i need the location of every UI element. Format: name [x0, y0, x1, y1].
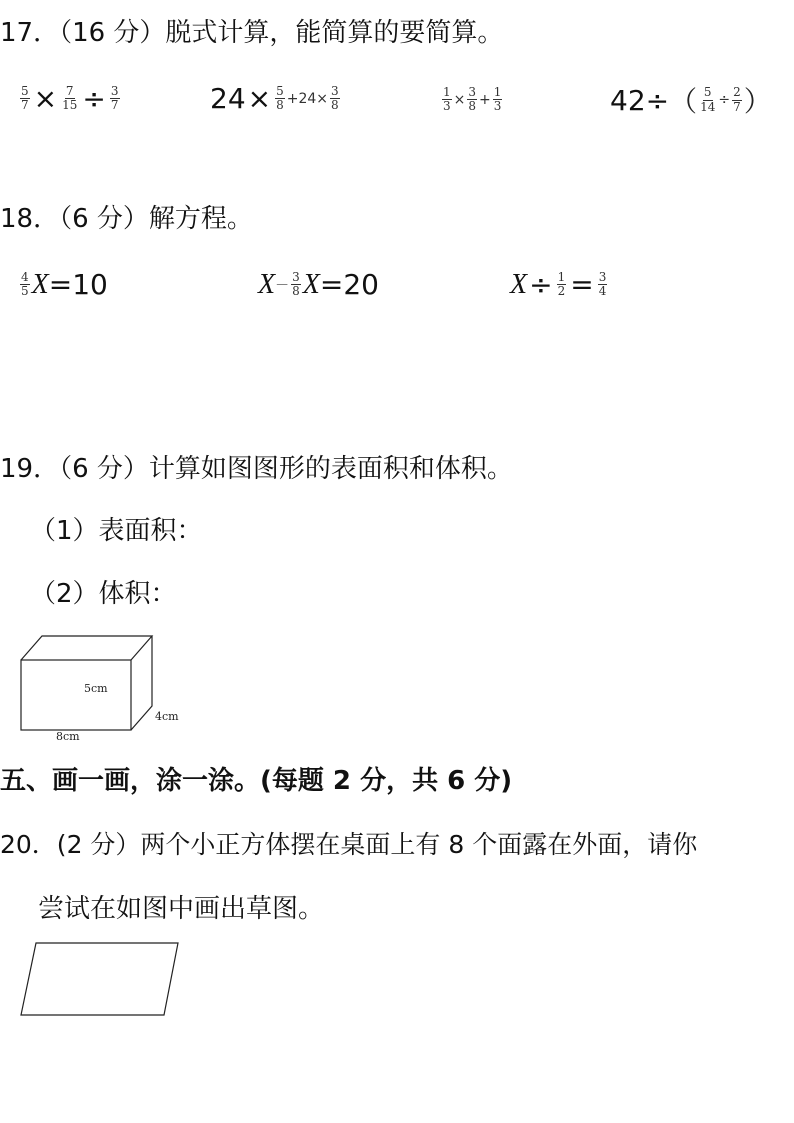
- variable-x: X: [510, 268, 528, 300]
- fraction: $\frac{7}{15}$: [62, 83, 78, 112]
- depth-label: 4cm: [155, 710, 179, 723]
- minus-sign: －: [275, 277, 290, 294]
- q18-equation-2: [258, 268, 379, 301]
- fraction: $\frac{5}{7}$: [21, 83, 29, 112]
- q19-title: 19．（6 分）计算如图图形的表面积和体积。: [0, 454, 513, 484]
- variable-x: X: [31, 268, 49, 300]
- length-label: 8cm: [56, 730, 80, 743]
- fraction: $\frac{3}{8}$: [331, 83, 339, 112]
- fraction: $\frac{3}{7}$: [110, 83, 119, 112]
- q17-expression-2: [210, 82, 342, 115]
- fraction: $\frac{3}{8}$: [292, 269, 300, 298]
- cuboid-top-face: [21, 636, 152, 660]
- section-5-title: 五、画一画，涂一涂。(每题 2 分，共 6 分): [0, 766, 513, 796]
- q20-line-1: 20．(2 分）两个小正方体摆在桌面上有 8 个面露在外面，请你: [0, 830, 698, 859]
- q19-surface-area-label: （1）表面积：: [30, 516, 203, 546]
- variable-x: X: [302, 268, 320, 300]
- number: 24: [210, 82, 246, 115]
- q17-expression-4: [610, 80, 772, 120]
- fraction: $\frac{5}{14}$: [700, 85, 716, 114]
- parallelogram-shape: [21, 943, 178, 1015]
- equation-rest: =20: [319, 268, 379, 301]
- right-paren: ）: [743, 85, 772, 118]
- plus-sign: +: [479, 91, 491, 108]
- fraction: $\frac{3}{4}$: [598, 269, 607, 298]
- fraction: $\frac{4}{5}$: [21, 269, 29, 298]
- multiply-sign: ×: [453, 91, 466, 108]
- q20-line-2: 尝试在如图中画出草图。: [38, 894, 325, 924]
- cuboid-side-face: [131, 636, 152, 730]
- q17-title: 17．（16 分）脱式计算，能简算的要简算。: [0, 18, 504, 48]
- divide-sign: ÷: [718, 92, 731, 108]
- parallelogram-figure: [0, 935, 200, 1025]
- variable-x: X: [258, 268, 276, 300]
- fraction: $\frac{1}{3}$: [443, 85, 451, 114]
- cuboid-front-face: [21, 660, 131, 730]
- equals-sign: =: [570, 268, 594, 301]
- q18-equation-1: [18, 268, 108, 301]
- fraction: $\frac{2}{7}$: [733, 85, 741, 114]
- left-paren: （: [669, 85, 698, 118]
- q19-volume-label: （2）体积：: [30, 579, 177, 609]
- multiply-sign: ×: [247, 82, 272, 115]
- q17-expression-1: [18, 82, 122, 115]
- multiply-sign: ×: [33, 82, 58, 115]
- equation-rest: =10: [48, 268, 108, 301]
- expression-middle: +24×: [286, 90, 329, 107]
- fraction: $\frac{5}{8}$: [276, 83, 284, 112]
- fraction: $\frac{1}{3}$: [493, 85, 502, 114]
- fraction: $\frac{3}{8}$: [468, 85, 477, 114]
- q18-equation-3: [510, 268, 609, 301]
- cuboid-figure: [0, 628, 200, 748]
- divide-sign: ÷: [529, 268, 553, 301]
- height-label: 5cm: [84, 682, 108, 695]
- q18-title: 18．（6 分）解方程。: [0, 204, 253, 234]
- fraction: $\frac{1}{2}$: [557, 269, 566, 298]
- q17-expression-3: [440, 86, 504, 113]
- number-divide: 42÷: [610, 83, 670, 117]
- divide-sign: ÷: [82, 82, 106, 115]
